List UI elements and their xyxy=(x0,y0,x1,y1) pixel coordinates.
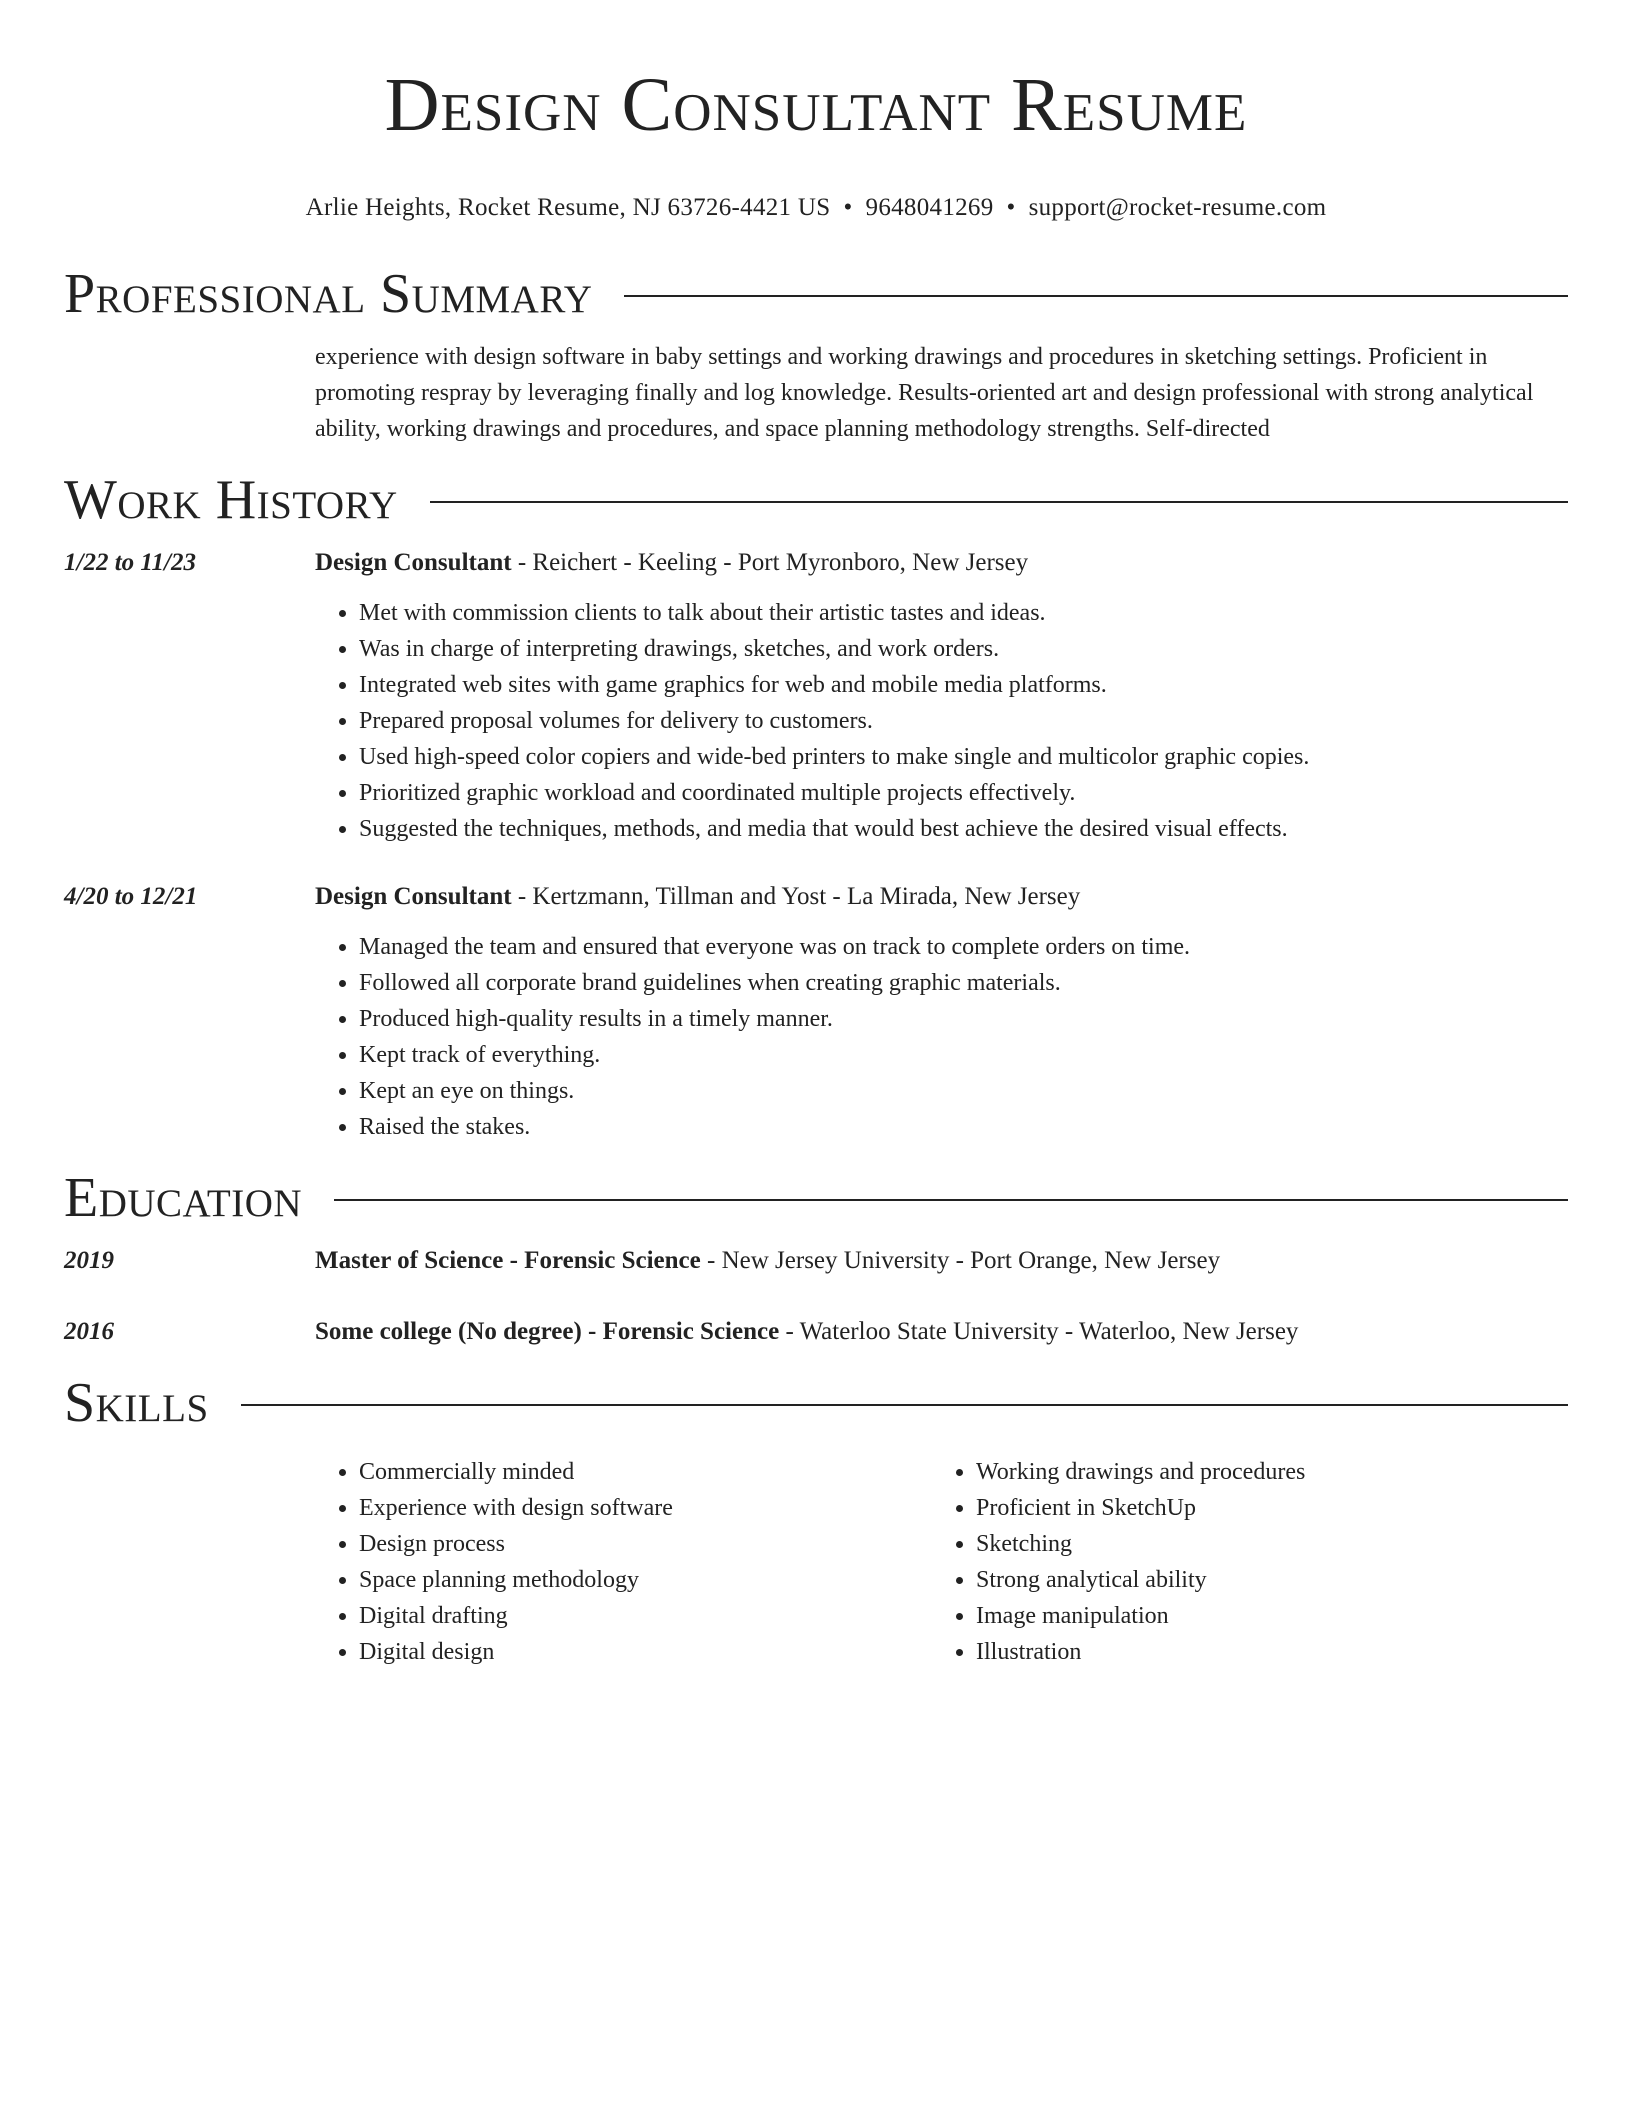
list-item: • Produced high-quality results in a timely manner. xyxy=(359,1001,1568,1037)
skill-item: • Experience with design software xyxy=(359,1490,932,1526)
list-item: • Suggested the techniques, methods, and media that would best achieve the desired visual effects. xyxy=(359,811,1568,847)
job-details: - Reichert - Keeling - Port Myronboro, New Jersey xyxy=(511,549,1029,576)
section-header-work-history xyxy=(64,469,1568,531)
section-title-summary: Professional Summary xyxy=(64,263,593,325)
job-bullets xyxy=(315,929,1568,1145)
education-details: - New Jersey University - Port Orange, New Jersey xyxy=(700,1247,1221,1274)
summary-text: experience with design software in baby settings and working drawings and procedures in sketching settings. Proficient in promoting respray by leveraging finally and log knowledge. Results-oriented art and design professional with strong analytical ability, working drawings and procedures, and space planning methodology strengths. Self-directed xyxy=(315,344,1534,442)
skill-item: • Digital design xyxy=(359,1634,932,1670)
section-header-skills xyxy=(64,1372,1568,1434)
skill-item: • Sketching xyxy=(976,1526,1549,1562)
skill-item: • Commercially minded xyxy=(359,1454,932,1490)
list-item: • Was in charge of interpreting drawings, sketches, and work orders. xyxy=(359,631,1568,667)
contact-phone: 9648041269 xyxy=(865,194,994,221)
job-entry xyxy=(64,545,1568,847)
list-item: • Managed the team and ensured that everyone was on track to complete orders on time. xyxy=(359,929,1568,965)
page-title: Design Consultant Resume xyxy=(384,63,1248,147)
list-item: • Prioritized graphic workload and coordinated multiple projects effectively. xyxy=(359,775,1568,811)
section-title-work-history: Work History xyxy=(64,469,398,531)
list-item: • Integrated web sites with game graphics for web and mobile media platforms. xyxy=(359,667,1568,703)
contact-separator: • xyxy=(843,194,853,221)
skills-column-left xyxy=(315,1454,932,1670)
job-dates: 4/20 to 12/21 xyxy=(64,883,198,910)
skill-item: • Design process xyxy=(359,1526,932,1562)
section-divider xyxy=(241,1404,1568,1406)
section-divider xyxy=(430,501,1568,503)
education-entry xyxy=(64,1243,1568,1279)
list-item: • Used high-speed color copiers and wide-bed printers to make single and multicolor graphic copies. xyxy=(359,739,1568,775)
job-heading xyxy=(315,879,1568,915)
education-year: 2019 xyxy=(64,1247,114,1274)
job-entry xyxy=(64,879,1568,1145)
list-item: • Followed all corporate brand guidelines when creating graphic materials. xyxy=(359,965,1568,1001)
section-divider xyxy=(334,1199,1568,1201)
skill-item: • Image manipulation xyxy=(976,1598,1549,1634)
contact-email: support@rocket-resume.com xyxy=(1028,194,1327,221)
list-item: • Raised the stakes. xyxy=(359,1109,1568,1145)
skill-item: • Proficient in SketchUp xyxy=(976,1490,1549,1526)
section-divider xyxy=(624,295,1568,297)
section-header-education xyxy=(64,1167,1568,1229)
education-entry xyxy=(64,1314,1568,1350)
list-item: • Kept an eye on things. xyxy=(359,1073,1568,1109)
skill-item: • Working drawings and procedures xyxy=(976,1454,1549,1490)
job-bullets xyxy=(315,595,1568,847)
skill-item: • Illustration xyxy=(976,1634,1549,1670)
job-title: Design Consultant xyxy=(315,549,512,576)
job-heading xyxy=(315,545,1568,581)
skills-list xyxy=(64,1454,1568,1670)
job-title: Design Consultant xyxy=(315,883,512,910)
skill-item: • Space planning methodology xyxy=(359,1562,932,1598)
education-details: - Waterloo State University - Waterloo, New Jersey xyxy=(779,1318,1299,1345)
job-dates: 1/22 to 11/23 xyxy=(64,549,196,576)
contact-line xyxy=(64,193,1568,223)
section-title-education: Education xyxy=(64,1167,303,1229)
list-item: • Met with commission clients to talk about their artistic tastes and ideas. xyxy=(359,595,1568,631)
list-item: • Kept track of everything. xyxy=(359,1037,1568,1073)
skill-item: • Strong analytical ability xyxy=(976,1562,1549,1598)
contact-separator: • xyxy=(1006,194,1016,221)
skill-item: • Digital drafting xyxy=(359,1598,932,1634)
section-header-summary xyxy=(64,263,1568,325)
job-details: - Kertzmann, Tillman and Yost - La Mirada, New Jersey xyxy=(511,883,1081,910)
contact-address: Arlie Heights, Rocket Resume, NJ 63726-4421 US xyxy=(305,194,831,221)
education-year: 2016 xyxy=(64,1318,114,1345)
education-degree: Master of Science - Forensic Science xyxy=(315,1247,701,1274)
education-degree: Some college (No degree) - Forensic Science xyxy=(315,1318,780,1345)
skills-column-right xyxy=(932,1454,1549,1670)
list-item: • Prepared proposal volumes for delivery to customers. xyxy=(359,703,1568,739)
section-title-skills: Skills xyxy=(64,1372,209,1434)
